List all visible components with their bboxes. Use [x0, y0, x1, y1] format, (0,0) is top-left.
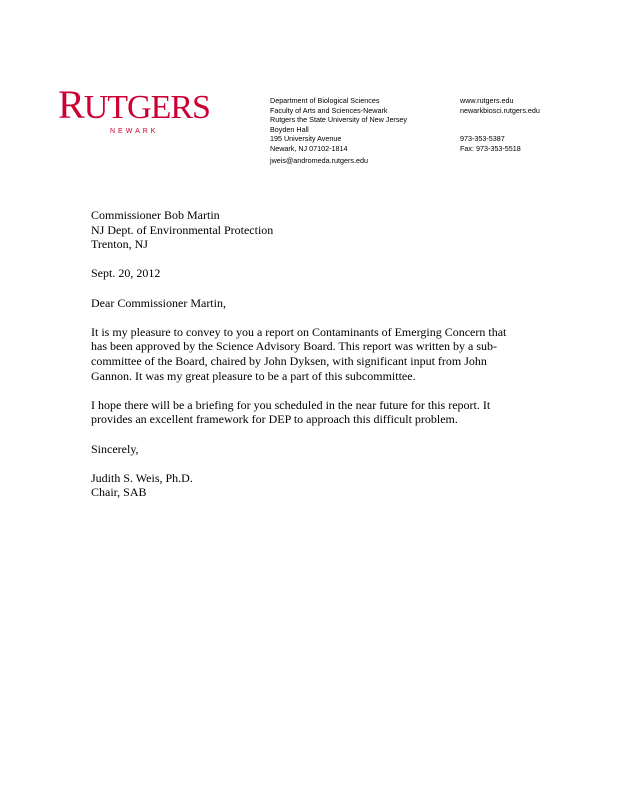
salutation: Dear Commissioner Martin,: [91, 295, 226, 310]
address-line: Newark, NJ 07102-1814: [270, 143, 348, 153]
closing: Sincerely,: [91, 441, 139, 456]
contact-info: [460, 96, 540, 153]
logo-subtext: NEWARK: [110, 128, 159, 135]
signature-block: [91, 471, 531, 500]
paragraph-line: has been approved by the Science Advisory Board. This report was written by a sub-: [91, 339, 498, 354]
website-link[interactable]: www.rutgers.edu: [460, 96, 514, 105]
signature-name: Judith S. Weis, Ph.D.: [91, 470, 193, 485]
website-link[interactable]: newarkbiosci.rutgers.edu: [460, 105, 540, 115]
paragraph-1: [91, 325, 531, 383]
recipient-line: NJ Dept. of Environmental Protection: [91, 222, 274, 237]
paragraph-line: It is my pleasure to convey to you a report on Contaminants of Emerging Concern that: [91, 324, 507, 339]
address-line: Department of Biological Sciences: [270, 96, 380, 105]
department-address: [270, 96, 407, 153]
address-line: 195 University Avenue: [270, 134, 342, 143]
paragraph-line: I hope there will be a briefing for you scheduled in the near future for this report. It: [91, 397, 491, 412]
address-line: Faculty of Arts and Sciences-Newark: [270, 105, 388, 115]
recipient-line: Trenton, NJ: [91, 237, 148, 252]
logo-wordmark: RUTGERS: [58, 82, 210, 127]
recipient-line: Commissioner Bob Martin: [91, 208, 220, 222]
letter-date: Sept. 20, 2012: [91, 266, 161, 281]
paragraph-line: committee of the Board, chaired by John Dyksen, with significant input from John: [91, 353, 487, 368]
address-line: Boyden Hall: [270, 124, 309, 134]
recipient-block: [91, 208, 531, 252]
letter-body: [91, 208, 531, 514]
paragraph-2: [91, 398, 531, 427]
signature-title: Chair, SAB: [91, 485, 147, 500]
address-line: Rutgers the State University of New Jersey: [270, 115, 408, 124]
rutgers-newark-logo: [58, 82, 218, 135]
email-address[interactable]: jweis@andromeda.rutgers.edu: [270, 156, 368, 165]
paragraph-line: Gannon. It was my great pleasure to be a part of this subcommittee.: [91, 368, 416, 383]
phone-number: 973-353-5387: [460, 134, 505, 143]
fax-number: Fax: 973-353-5518: [460, 143, 521, 153]
paragraph-line: provides an excellent framework for DEP to approach this difficult problem.: [91, 412, 458, 427]
